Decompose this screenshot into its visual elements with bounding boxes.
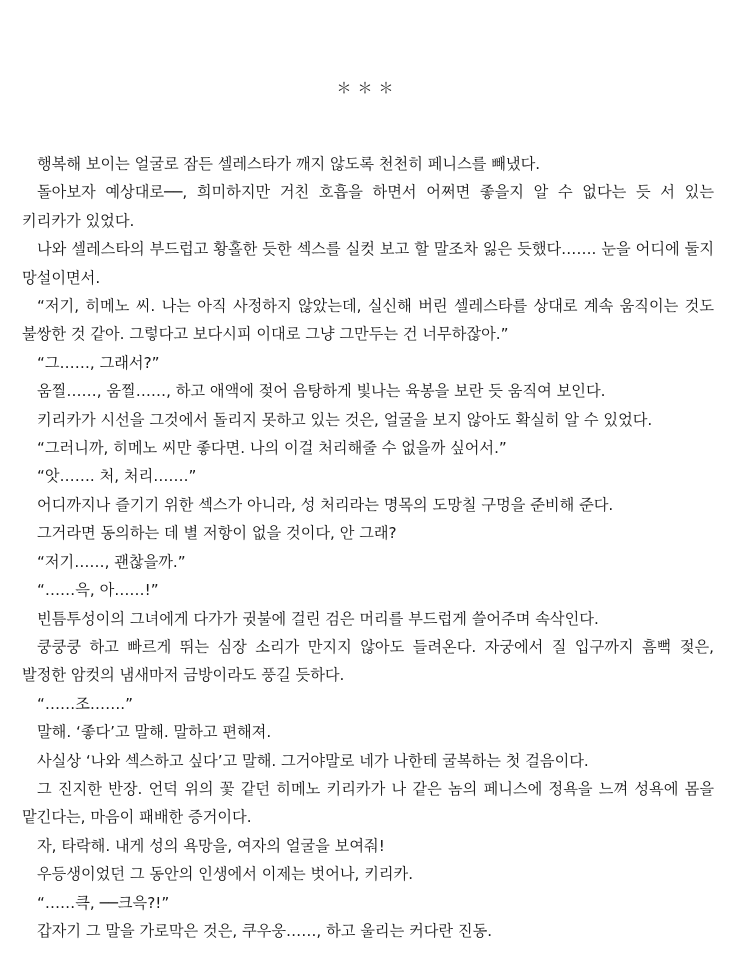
paragraph: “앗……. 처, 처리…….”	[37, 467, 197, 486]
paragraph: 자, 타락해. 내게 성의 욕망을, 여자의 얼굴을 보여줘!	[37, 836, 385, 855]
paragraph: 갑자기 그 말을 가로막은 것은, 쿠우웅……, 하고 울리는 커다란 진동.	[37, 921, 493, 940]
paragraph: 그거라면 동의하는 데 별 저항이 없을 것이다, 안 그래?	[37, 524, 397, 543]
paragraph: 키리카가 시선을 그것에서 돌리지 못하고 있는 것은, 얼굴을 보지 않아도 확실히 알 수 있었다.	[37, 410, 653, 429]
paragraph: “……윽, 아……!”	[37, 581, 159, 600]
paragraph: “……큭, ──크윽?!”	[37, 893, 170, 912]
paragraph: 행복해 보이는 얼굴로 잠든 셀레스타가 깨지 않도록 천천히 페니스를 빼냈다.	[37, 155, 541, 173]
paragraph: 돌아보자 예상대로──, 희미하지만 거친 호흡을 하면서 어쩌면 좋을지 알 수 없다는 듯 서 있는 키리카가 있었다.	[22, 183, 714, 230]
paragraph: 우등생이었던 그 동안의 인생에서 이제는 벗어나, 키리카.	[37, 865, 414, 884]
paragraph: “그러니까, 히메노 씨만 좋다면. 나의 이걸 처리해줄 수 없을까 싶어서.”	[37, 439, 507, 458]
paragraph: 빈틈투성이의 그녀에게 다가가 귓불에 걸린 검은 머리를 부드럽게 쓸어주며 속삭인다.	[37, 609, 599, 628]
document-body	[22, 150, 714, 945]
paragraph: 쿵쿵쿵 하고 빠르게 뛰는 심장 소리가 만지지 않아도 들려온다. 자궁에서 질 입구까지 흠뻑 젖은, 발정한 암컷의 냄새마저 금방이라도 풍길 듯하다.	[22, 637, 714, 685]
paragraph: “저기……, 괜찮을까.”	[37, 552, 186, 571]
paragraph: 어디까지나 즐기기 위한 섹스가 아니라, 성 처리라는 명목의 도망칠 구멍을 준비해 준다.	[37, 495, 614, 514]
paragraph: “그……, 그래서?”	[37, 353, 160, 372]
scene-divider: ＊＊＊	[336, 79, 400, 97]
paragraph: 움찔……, 움찔……, 하고 애액에 젖어 음탕하게 빛나는 육봉을 보란 듯 움직여 보인다.	[37, 382, 606, 401]
paragraph: 나와 셀레스타의 부드럽고 황홀한 듯한 섹스를 실컷 보고 할 말조차 잃은 듯했다……. 눈을 어디에 둘지 망설이면서.	[22, 240, 714, 287]
paragraph: “저기, 히메노 씨. 나는 아직 사정하지 않았는데, 실신해 버린 셀레스타를 상대로 계속 움직이는 것도 불쌍한 것 같아. 그렇다고 보다시피 이대로 그냥 그만두는 건 너무하잖아.”	[22, 297, 714, 344]
paragraph: 사실상 ‘나와 섹스하고 싶다’고 말해. 그거야말로 네가 나한테 굴복하는 첫 걸음이다.	[37, 751, 589, 770]
paragraph: “……조…….”	[37, 694, 133, 713]
paragraph: 말해. ‘좋다’고 말해. 말하고 편해져.	[37, 723, 272, 742]
paragraph: 그 진지한 반장. 언덕 위의 꽃 같던 히메노 키리카가 나 같은 놈의 페니스에 정욕을 느껴 성욕에 몸을 맡긴다는, 마음이 패배한 증거이다.	[22, 779, 714, 827]
